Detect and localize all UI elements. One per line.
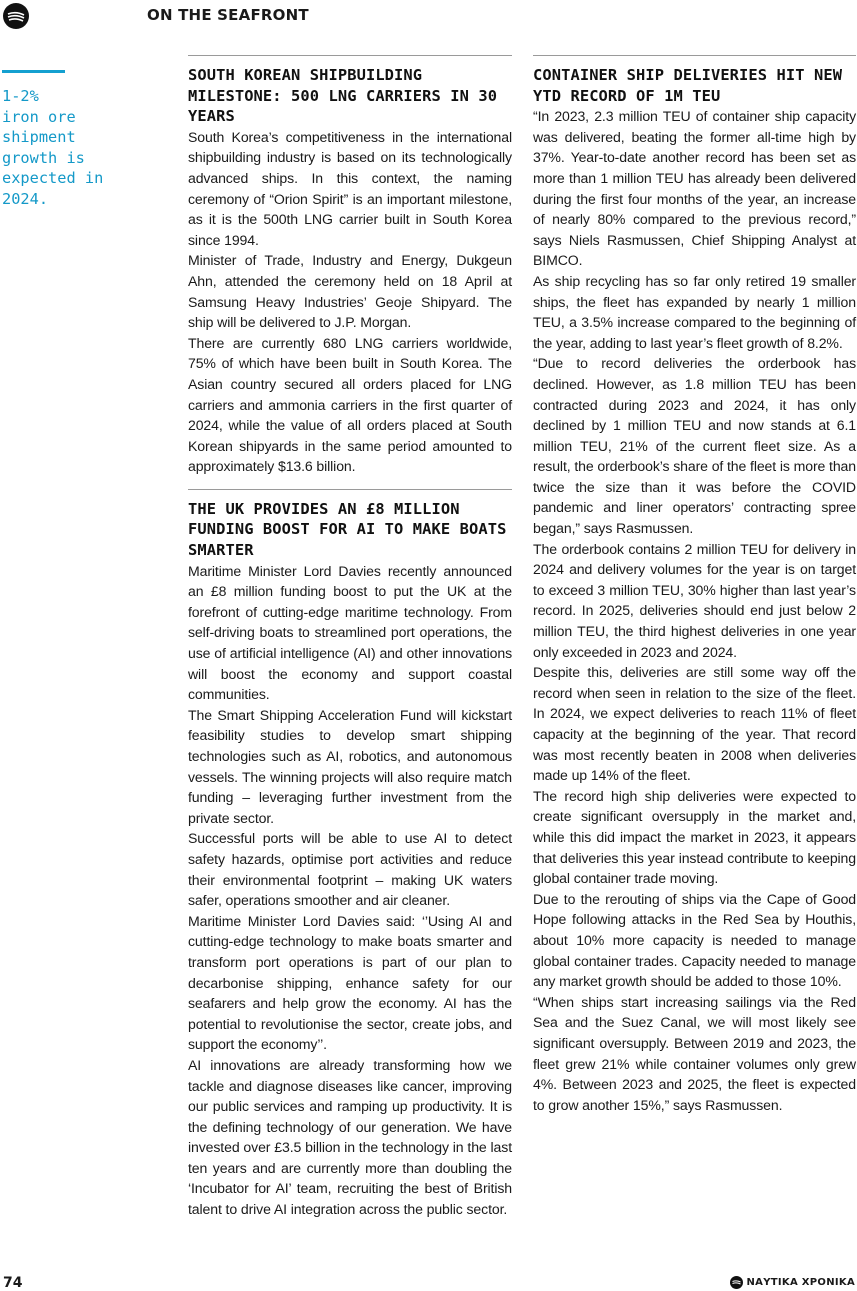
article-headline: CONTAINER SHIP DELIVERIES HIT NEW YTD RECORD OF 1M TEU [533,66,843,105]
article-paragraph: AI innovations are already transforming how we tackle and diagnose diseases like cancer, improving our public services and ramping up productivity. It is the defining technology of our generation. We have invested over £3.5 billion in the technology in the last ten years and are currently more than doubling the ‘Incubator for AI’ team, recruiting the best of British talent to drive AI integration across the public sector. [188,1056,512,1218]
section-title: ON THE SEAFRONT [147,6,309,24]
brand-name: ΝΑΥΤΙΚΑ ΧΡΟΝΙΚΑ [746,1277,855,1288]
article-paragraph: Maritime Minister Lord Davies recently announced an £8 million funding boost to put the UK at the forefront of cutting-edge maritime technology. From self-driving boats to streamlined port operations, the use of artificial intelligence (AI) and other innovations will boost the economy and support coastal communities. [188,562,512,703]
footer-brand [730,1276,855,1289]
ship-emblem-icon [3,3,29,29]
article-paragraph: Maritime Minister Lord Davies said: ‘’Using AI and cutting-edge technology to make boats smarter and transform port operations is part of our plan to decarbonise shipping, enhance safety for our seafarers and help grow the economy. AI has the potential to revolutionise the sector, create jobs, and support the economy’’. [188,912,512,1053]
article-paragraph: Successful ports will be able to use AI to detect safety hazards, optimise port activities and reduce their environmental footprint – making UK waters safer, operations smoother and air cleaner. [188,830,512,909]
article-paragraph: There are currently 680 LNG carriers worldwide, 75% of which have been built in South Korea. The Asian country secured all orders placed for LNG carriers and ammonia carriers in the first quarter of 2024, while the value of all orders placed at South Korean shipyards in the same period amounted to approximately $13.6 billion. [188,334,512,475]
article-paragraph: South Korea’s competitiveness in the international shipbuilding industry is based on its technologically advanced ships. In this context, the naming ceremony of “Orion Spirit” is an important milestone, as it is the 500th LNG carrier built in South Korea since 1994. [188,128,512,248]
article-paragraph: The record high ship deliveries were expected to create significant oversupply in the market and, while this did impact the market in 2023, it appears that deliveries this year instead contribute to keeping global container trade moving. [533,787,856,887]
article-korean-shipbuilding [188,55,512,477]
article-headline: SOUTH KOREAN SHIPBUILDING MILESTONE: 500 LNG CARRIERS IN 30 YEARS [188,66,498,126]
article-paragraph: “In 2023, 2.3 million TEU of container ship capacity was delivered, beating the former all-time high by 37%. Year-to-date another record has been set as more than 1 million TEU has already been delivered during the first four months of the year, an increase of nearly 80% compared to the previous record,” says Niels Rasmussen, Chief Shipping Analyst at BIMCO. [533,108,856,269]
article-paragraph: Minister of Trade, Industry and Energy, Dukgeun Ahn, attended the ceremony held on 18 April at Samsung Heavy Industries’ Geoje Shipyard. The ship will be delivered to J.P. Morgan. [188,252,512,331]
sidebar-accent-rule [2,70,65,73]
page-number: 74 [3,1275,23,1291]
article-container-deliveries [533,55,856,1115]
article-divider [188,55,512,56]
article-paragraph: “When ships start increasing sailings via the Red Sea and the Suez Canal, we will most likely see significant oversupply. Between 2019 and 2023, the fleet grew 21% while container volumes only grew 4%. Between 2023 and 2025, the fleet is expected to grow another 15%,” says Rasmussen. [533,993,856,1113]
left-articles-column [188,55,512,1220]
article-headline: THE UK PROVIDES AN £8 MILLION FUNDING BOOST FOR AI TO MAKE BOATS SMARTER [188,499,507,560]
article-paragraph: As ship recycling has so far only retired 19 smaller ships, the fleet has expanded by nearly 1 million TEU, a 3.5% increase compared to the beginning of the year, adding to last year’s fleet growth of 8.2%. [533,272,856,351]
article-paragraph: The Smart Shipping Acceleration Fund will kickstart feasibility studies to develop smart shipping technologies such as AI, robotics, and autonomous vessels. The winning projects will also require match funding – leveraging further investment from the private sector. [188,706,512,826]
article-paragraph: Despite this, deliveries are still some way off the record when seen in relation to the size of the fleet. In 2024, we expect deliveries to reach 11% of fleet capacity at the beginning of the year. That record was most recently beaten in 2008 when deliveries made up 14% of the fleet. [533,664,856,784]
ship-emblem-icon [730,1276,743,1289]
article-paragraph: “Due to record deliveries the orderbook has declined. However, as 1.8 million TEU has been contracted during 2023 and 2024, it has only declined by 1 million TEU and now stands at 6.1 million TEU, 21% of the current fleet size. As a result, the orderbook’s share of the fleet is more than twice the size than it was before the COVID pandemic and liner operators’ contracting spree began,” says Rasmussen. [533,355,856,537]
article-divider [533,55,856,56]
article-paragraph: The orderbook contains 2 million TEU for delivery in 2024 and delivery volumes for the year is on target to exceed 3 million TEU, 30% higher than last year’s record. In 2025, deliveries should end just below 2 million TEU, the third highest deliveries in one year only exceeded in 2023 and 2024. [533,540,856,660]
right-article-column [533,55,856,1115]
article-divider [188,489,512,490]
article-uk-ai-funding [188,489,512,1220]
sidebar-pull-quote: 1-2% iron ore shipment growth is expected in 2024. [2,87,104,208]
article-paragraph: Due to the rerouting of ships via the Cape of Good Hope following attacks in the Red Sea by Houthis, about 10% more capacity is needed to manage global container trades. Capacity needed to manage any market growth should be added to those 10%. [533,890,856,990]
